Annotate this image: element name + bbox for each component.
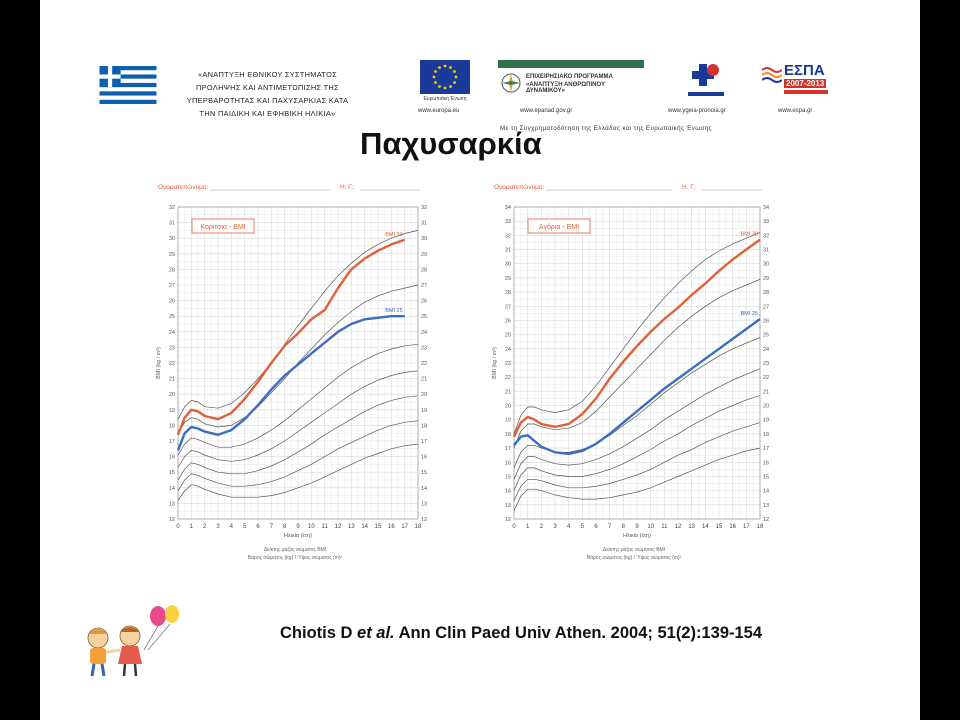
citation-rest: Ann Clin Paed Univ Athen. 2004; 51(2):139-154 (398, 624, 763, 642)
eu-star (438, 66, 441, 69)
y-tick-label-left: 30 (504, 261, 511, 268)
y-tick-label-right: 20 (421, 392, 428, 399)
epan-banner (498, 60, 644, 68)
x-tick-label: 0 (512, 524, 516, 530)
y-tick-label-left: 19 (168, 407, 175, 414)
eu-star (449, 85, 452, 88)
slide (40, 0, 920, 720)
x-tick-label: 14 (361, 524, 369, 530)
y-tick-label-left: 19 (504, 417, 511, 424)
y-tick-label-right: 32 (421, 205, 428, 211)
y-tick-label-right: 26 (421, 298, 428, 305)
y-tick-label-right: 12 (421, 517, 428, 523)
y-tick-label-right: 24 (421, 329, 428, 336)
x-tick-label: 6 (256, 524, 260, 530)
y-tick-label-left: 32 (168, 205, 175, 211)
x-tick-label: 17 (401, 524, 409, 530)
y-tick-label-left: 31 (504, 247, 511, 254)
project-title (180, 68, 355, 120)
y-tick-label-right: 15 (421, 470, 428, 477)
chart-footer-line: Δείκτης μάζας σώματος BMI (263, 547, 327, 553)
y-tick-label-left: 22 (168, 361, 175, 367)
eu-caption-text: Ευρωπαϊκή Ένωση (423, 96, 467, 102)
x-tick-label: 12 (674, 524, 682, 530)
x-tick-label: 17 (742, 524, 750, 530)
y-tick-label-left: 34 (504, 205, 511, 211)
y-tick-label-right: 22 (421, 361, 428, 367)
x-tick-label: 11 (321, 524, 328, 530)
eu-star (433, 76, 436, 79)
y-tick-label-left: 21 (504, 389, 511, 396)
epan-line1: ΕΠΙΧΕΙΡΗΣΙΑΚΟ ΠΡΟΓΡΑΜΜΑ (526, 74, 613, 80)
x-tick-label: 13 (688, 524, 696, 530)
eu-caption (412, 96, 478, 102)
series-label: BMI 30 (385, 231, 403, 238)
eu-star (438, 85, 441, 88)
x-tick-label: 6 (594, 524, 598, 530)
y-tick-label-left: 14 (504, 488, 511, 495)
eu-star (449, 66, 452, 69)
eu-star (444, 65, 447, 68)
y-tick-label-left: 12 (504, 517, 511, 523)
y-tick-label-right: 27 (763, 304, 770, 311)
cofunding-text: Με τη Συγχρηματοδότηση της Ελλάδας και της Ευρωπαϊκής Ένωσης (500, 125, 712, 132)
y-tick-label-right: 25 (421, 314, 428, 321)
y-tick-label-left: 17 (168, 439, 175, 445)
x-tick-label: 16 (387, 524, 395, 530)
y-tick-label-left: 26 (504, 318, 511, 325)
project-title-line: ΤΗΝ ΠΑΙΔΙΚΗ ΚΑΙ ΕΦΗΒΙΚΗ ΗΛΙΚΙΑ» (199, 109, 336, 118)
x-tick-label: 18 (414, 524, 422, 530)
x-tick-label: 2 (539, 524, 544, 530)
y-tick-label-left: 15 (504, 474, 511, 481)
y-tick-label-right: 21 (421, 376, 428, 383)
y-axis-label: BMI (kg / m²) (492, 347, 498, 379)
eu-flag-icon (420, 60, 470, 94)
page-title: Παχυσαρκία (360, 126, 542, 161)
eu-star (434, 81, 437, 84)
x-tick-label: 9 (296, 524, 300, 530)
x-axis-label: Ηλικία (έτη) (623, 533, 651, 539)
x-tick-label: 10 (307, 524, 315, 530)
y-tick-label-left: 16 (504, 460, 511, 467)
ministry-url: www.ygeia-pronoia.gr (668, 108, 726, 114)
y-tick-label-left: 26 (168, 298, 175, 305)
y-tick-label-left: 14 (168, 485, 175, 492)
x-tick-label: 3 (216, 524, 220, 530)
y-tick-label-left: 27 (168, 283, 175, 289)
x-tick-label: 1 (189, 524, 194, 530)
y-tick-label-right: 27 (421, 283, 428, 289)
y-tick-label-right: 14 (421, 485, 428, 492)
x-tick-label: 12 (334, 524, 342, 530)
y-tick-label-left: 29 (168, 251, 175, 258)
y-tick-label-left: 28 (504, 290, 511, 297)
x-tick-label: 11 (661, 524, 668, 530)
chart-footer-line: Βάρος σώματος (kg) / Ύψος σώματος (m)² (586, 555, 682, 561)
x-tick-label: 8 (282, 524, 287, 530)
y-tick-label-right: 17 (421, 439, 428, 445)
epan-compass-icon (500, 72, 522, 94)
x-tick-label: 7 (607, 524, 612, 530)
y-tick-label-left: 20 (168, 392, 175, 399)
y-tick-label-right: 32 (763, 233, 770, 240)
y-tick-label-right: 31 (421, 220, 428, 227)
y-tick-label-left: 25 (168, 314, 175, 321)
y-tick-label-left: 12 (168, 517, 175, 523)
y-tick-label-left: 24 (504, 346, 511, 353)
y-tick-label-right: 26 (763, 318, 770, 325)
chart-header-date-label: Η. Γ.: (682, 184, 697, 191)
y-tick-label-right: 17 (763, 446, 770, 453)
y-tick-label-left: 27 (504, 304, 511, 311)
x-tick-label: 7 (269, 524, 274, 530)
eu-star (444, 87, 447, 90)
chart-header-date-label: Η. Γ.: (340, 184, 355, 191)
x-tick-label: 8 (621, 524, 626, 530)
espa-url: www.espa.gr (778, 108, 813, 114)
x-tick-label: 15 (715, 524, 723, 530)
y-tick-label-right: 29 (421, 251, 428, 258)
y-tick-label-left: 17 (504, 446, 511, 453)
chart-footer-line: Βάρος σώματος (kg) / Ύψος σώματος (m)² (247, 555, 343, 561)
y-tick-label-left: 23 (168, 345, 175, 352)
y-tick-label-left: 18 (504, 431, 511, 438)
y-tick-label-left: 31 (168, 220, 175, 227)
x-tick-label: 14 (701, 524, 709, 530)
espa-years: 2007-2013 (786, 79, 825, 88)
y-tick-label-right: 23 (421, 345, 428, 352)
y-tick-label-right: 30 (421, 236, 428, 243)
chart-title: Κορίτσια - BMI (200, 224, 246, 231)
y-tick-label-left: 28 (168, 267, 175, 274)
boys-bmi-chart (486, 173, 782, 591)
x-tick-label: 1 (525, 524, 530, 530)
girls-bmi-chart (150, 173, 440, 591)
y-tick-label-left: 22 (504, 375, 511, 382)
y-tick-label-right: 29 (763, 275, 770, 282)
x-tick-label: 2 (202, 524, 207, 530)
y-tick-label-left: 13 (504, 502, 511, 509)
espa-logo (762, 62, 832, 102)
project-title-line: «ΑΝΑΠΤΥΞΗ ΕΘΝΙΚΟΥ ΣΥΣΤΗΜΑΤΟΣ (198, 70, 337, 79)
greek-flag-icon (90, 66, 166, 104)
series-label: BMI 25 (740, 311, 758, 318)
epan-logo (498, 60, 644, 100)
eu-star (434, 70, 437, 73)
citation-author: Chiotis D (280, 624, 353, 642)
eu-url: www.europa.eu (418, 108, 460, 114)
girls-bmi-chart-svg (150, 173, 440, 591)
ministry-health-icon (686, 60, 726, 100)
y-tick-label-right: 19 (421, 407, 428, 414)
x-tick-label: 16 (729, 524, 737, 530)
y-tick-label-right: 18 (763, 431, 770, 438)
y-tick-label-left: 23 (504, 361, 511, 367)
x-tick-label: 3 (553, 524, 557, 530)
x-tick-label: 15 (374, 524, 382, 530)
chart-header-name-label: Ονοματεπώνυμο: (494, 184, 545, 191)
y-tick-label-left: 25 (504, 332, 511, 339)
y-tick-label-right: 15 (763, 474, 770, 481)
y-tick-label-right: 13 (763, 502, 770, 509)
y-axis-label: BMI (kg / m²) (156, 347, 162, 379)
y-tick-label-right: 12 (763, 517, 770, 523)
y-tick-label-right: 30 (763, 261, 770, 268)
y-tick-label-right: 21 (763, 389, 770, 396)
citation-etal: et al. (357, 624, 395, 642)
espa-brand: ΕΣΠΑ (784, 62, 825, 79)
x-tick-label: 13 (347, 524, 355, 530)
citation (280, 624, 762, 643)
y-tick-label-left: 21 (168, 376, 175, 383)
y-tick-label-left: 20 (504, 403, 511, 410)
boys-bmi-chart-svg (486, 173, 782, 591)
y-tick-label-right: 14 (763, 488, 770, 495)
x-tick-label: 10 (647, 524, 655, 530)
y-tick-label-right: 28 (763, 290, 770, 297)
y-tick-label-right: 19 (763, 417, 770, 424)
x-tick-label: 5 (580, 524, 585, 530)
x-tick-label: 0 (176, 524, 180, 530)
eu-star (455, 76, 458, 79)
epan-url: www.epanad.gov.gr (520, 108, 573, 114)
espa-bar (784, 90, 828, 94)
y-tick-label-right: 25 (763, 332, 770, 339)
y-tick-label-right: 22 (763, 375, 770, 382)
x-tick-label: 18 (756, 524, 764, 530)
x-tick-label: 4 (229, 524, 234, 530)
y-tick-label-left: 16 (168, 454, 175, 461)
y-tick-label-right: 24 (763, 346, 770, 353)
project-title-line: ΥΠΕΡΒΑΡΟΤΗΤΑΣ ΚΑΙ ΠΑΧΥΣΑΡΚΙΑΣ ΚΑΤΑ (186, 96, 349, 105)
eu-star (453, 70, 456, 73)
series-label: BMI 30 (740, 231, 758, 238)
chart-title: Αγόρια - BMI (538, 224, 580, 231)
children-balloons-illustration (58, 600, 198, 680)
x-axis-label: Ηλικία (έτη) (284, 533, 312, 539)
y-tick-label-right: 13 (421, 501, 428, 508)
chart-header-name-label: Ονοματεπώνυμο: (158, 184, 209, 191)
y-tick-label-left: 33 (504, 219, 511, 226)
x-tick-label: 4 (566, 524, 571, 530)
y-tick-label-right: 16 (421, 454, 428, 461)
y-tick-label-right: 16 (763, 460, 770, 467)
y-tick-label-right: 23 (763, 361, 770, 367)
project-title-line: ΠΡΟΛΗΨΗΣ ΚΑΙ ΑΝΤΙΜΕΤΩΠΙΣΗΣ ΤΗΣ (196, 83, 339, 92)
y-tick-label-left: 18 (168, 423, 175, 430)
y-tick-label-left: 30 (168, 236, 175, 243)
eu-star (453, 81, 456, 84)
y-tick-label-left: 15 (168, 470, 175, 477)
y-tick-label-right: 34 (763, 205, 770, 211)
y-tick-label-left: 24 (168, 329, 175, 336)
y-tick-label-right: 18 (421, 423, 428, 430)
x-tick-label: 9 (635, 524, 639, 530)
y-tick-label-right: 20 (763, 403, 770, 410)
y-tick-label-right: 33 (763, 219, 770, 226)
epan-line2: «ΑΝΑΠΤΥΞΗ ΑΝΘΡΩΠΙΝΟΥ ΔΥΝΑΜΙΚΟΥ» (526, 82, 605, 94)
y-tick-label-right: 28 (421, 267, 428, 274)
x-tick-label: 5 (242, 524, 247, 530)
chart-footer-line: Δείκτης μάζας σώματος BMI (602, 547, 666, 553)
series-label: BMI 25 (385, 308, 403, 315)
espa-waves-icon (762, 66, 782, 84)
y-tick-label-left: 13 (168, 501, 175, 508)
y-tick-label-left: 29 (504, 275, 511, 282)
y-tick-label-right: 31 (763, 247, 770, 254)
y-tick-label-left: 32 (504, 233, 511, 240)
